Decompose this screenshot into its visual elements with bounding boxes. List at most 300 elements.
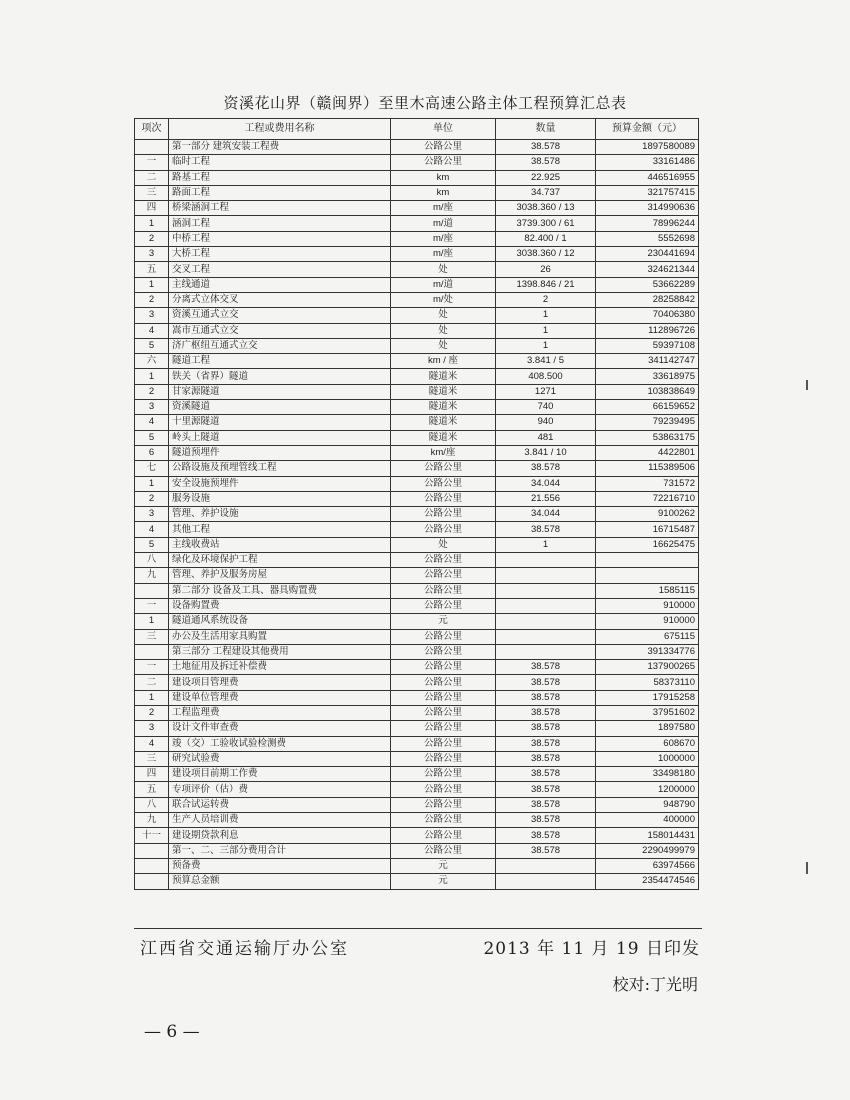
amount-cell: 72216710: [596, 491, 699, 506]
unit-cell: 隧道米: [391, 384, 496, 399]
amount-cell: 17915258: [596, 690, 699, 705]
name-cell: 十里源隧道: [169, 415, 391, 430]
item-no-cell: [135, 843, 169, 858]
table-row: [135, 522, 699, 537]
name-cell: 济广枢纽互通式立交: [169, 338, 391, 353]
table-row: [135, 874, 699, 889]
quantity-cell: [496, 629, 596, 644]
item-no-cell: 5: [135, 537, 169, 552]
table-row: [135, 675, 699, 690]
name-cell: 隧道预埋件: [169, 445, 391, 460]
quantity-cell: 1: [496, 338, 596, 353]
table-row: [135, 323, 699, 338]
unit-cell: 公路公里: [391, 553, 496, 568]
quantity-cell: 1: [496, 308, 596, 323]
quantity-cell: 38.578: [496, 721, 596, 736]
table-row: [135, 705, 699, 720]
issuing-office: 江西省交通运输厅办公室: [140, 939, 349, 959]
item-no-cell: 2: [135, 491, 169, 506]
unit-cell: m/道: [391, 277, 496, 292]
item-no-cell: 七: [135, 461, 169, 476]
unit-cell: 公路公里: [391, 675, 496, 690]
unit-cell: 公路公里: [391, 140, 496, 155]
amount-cell: 910000: [596, 598, 699, 613]
amount-cell: 910000: [596, 614, 699, 629]
unit-cell: 公路公里: [391, 476, 496, 491]
name-cell: 土地征用及拆迁补偿费: [169, 660, 391, 675]
table-row: [135, 308, 699, 323]
table-row: [135, 828, 699, 843]
name-cell: 资溪隧道: [169, 400, 391, 415]
table-row: [135, 369, 699, 384]
table-row: [135, 262, 699, 277]
name-cell: 专项评价（估）费: [169, 782, 391, 797]
unit-cell: 公路公里: [391, 736, 496, 751]
amount-cell: 137900265: [596, 660, 699, 675]
name-cell: 交叉工程: [169, 262, 391, 277]
unit-cell: 元: [391, 874, 496, 889]
quantity-cell: [496, 858, 596, 873]
quantity-cell: 1: [496, 537, 596, 552]
quantity-cell: 740: [496, 400, 596, 415]
table-row: [135, 170, 699, 185]
item-no-cell: 一: [135, 598, 169, 613]
quantity-cell: 38.578: [496, 675, 596, 690]
table-row: [135, 583, 699, 598]
name-cell: 铁关（省界）隧道: [169, 369, 391, 384]
quantity-cell: 408.500: [496, 369, 596, 384]
amount-cell: [596, 553, 699, 568]
unit-cell: 公路公里: [391, 507, 496, 522]
item-no-cell: 五: [135, 262, 169, 277]
name-cell: 竣（交）工验收试验检测费: [169, 736, 391, 751]
unit-cell: 公路公里: [391, 690, 496, 705]
quantity-cell: 1398.846 / 21: [496, 277, 596, 292]
quantity-cell: 38.578: [496, 736, 596, 751]
amount-cell: 948790: [596, 797, 699, 812]
amount-cell: 78996244: [596, 216, 699, 231]
item-no-cell: 4: [135, 736, 169, 751]
amount-cell: 70406380: [596, 308, 699, 323]
quantity-cell: 1271: [496, 384, 596, 399]
unit-cell: 公路公里: [391, 155, 496, 170]
table-row: [135, 660, 699, 675]
amount-cell: 608670: [596, 736, 699, 751]
quantity-cell: 38.578: [496, 782, 596, 797]
name-cell: 岭头上隧道: [169, 430, 391, 445]
name-cell: 临时工程: [169, 155, 391, 170]
item-no-cell: 三: [135, 185, 169, 200]
item-no-cell: 三: [135, 629, 169, 644]
table-row: [135, 751, 699, 766]
table-row: [135, 629, 699, 644]
name-cell: 资溪互通式立交: [169, 308, 391, 323]
name-cell: 桥梁涵洞工程: [169, 201, 391, 216]
quantity-cell: 3038.360 / 12: [496, 247, 596, 262]
table-row: [135, 247, 699, 262]
amount-cell: 1200000: [596, 782, 699, 797]
amount-cell: 2290499979: [596, 843, 699, 858]
name-cell: 其他工程: [169, 522, 391, 537]
quantity-cell: 38.578: [496, 705, 596, 720]
name-cell: 管理、养护及服务房屋: [169, 568, 391, 583]
unit-cell: 公路公里: [391, 751, 496, 766]
name-cell: 设备购置费: [169, 598, 391, 613]
quantity-cell: [496, 614, 596, 629]
unit-cell: 公路公里: [391, 644, 496, 659]
quantity-cell: 22.925: [496, 170, 596, 185]
name-cell: 主线通道: [169, 277, 391, 292]
quantity-cell: [496, 644, 596, 659]
amount-cell: 112896726: [596, 323, 699, 338]
amount-cell: 1000000: [596, 751, 699, 766]
table-row: [135, 185, 699, 200]
name-cell: 安全设施预埋件: [169, 476, 391, 491]
name-cell: 大桥工程: [169, 247, 391, 262]
quantity-cell: 940: [496, 415, 596, 430]
name-cell: 研究试验费: [169, 751, 391, 766]
unit-cell: 隧道米: [391, 430, 496, 445]
item-no-cell: 1: [135, 216, 169, 231]
unit-cell: m/座: [391, 247, 496, 262]
table-row: [135, 400, 699, 415]
unit-cell: 公路公里: [391, 767, 496, 782]
item-no-cell: 九: [135, 568, 169, 583]
amount-cell: 230441694: [596, 247, 699, 262]
unit-cell: m/座: [391, 231, 496, 246]
unit-cell: 隧道米: [391, 415, 496, 430]
item-no-cell: 一: [135, 660, 169, 675]
quantity-cell: 34.044: [496, 476, 596, 491]
unit-cell: 公路公里: [391, 660, 496, 675]
name-cell: 服务设施: [169, 491, 391, 506]
unit-cell: 公路公里: [391, 721, 496, 736]
table-row: [135, 767, 699, 782]
unit-cell: 公路公里: [391, 782, 496, 797]
amount-cell: 731572: [596, 476, 699, 491]
quantity-cell: 38.578: [496, 522, 596, 537]
table-row: [135, 201, 699, 216]
budget-summary-table: [134, 118, 699, 890]
quantity-cell: 38.578: [496, 140, 596, 155]
amount-cell: 33161486: [596, 155, 699, 170]
amount-cell: 37951602: [596, 705, 699, 720]
name-cell: 建设项目前期工作费: [169, 767, 391, 782]
table-row: [135, 476, 699, 491]
quantity-cell: 34.737: [496, 185, 596, 200]
name-cell: 路面工程: [169, 185, 391, 200]
unit-cell: 元: [391, 858, 496, 873]
footer-rule: [134, 928, 702, 929]
amount-cell: 66159652: [596, 400, 699, 415]
table-row: [135, 568, 699, 583]
header-quantity: 数量: [496, 119, 596, 140]
amount-cell: 5552698: [596, 231, 699, 246]
unit-cell: 公路公里: [391, 705, 496, 720]
quantity-cell: 38.578: [496, 813, 596, 828]
table-row: [135, 231, 699, 246]
item-no-cell: 2: [135, 231, 169, 246]
amount-cell: 2354474546: [596, 874, 699, 889]
quantity-cell: 1: [496, 323, 596, 338]
item-no-cell: 四: [135, 201, 169, 216]
name-cell: 第二部分 设备及工具、器具购置费: [169, 583, 391, 598]
amount-cell: 4422801: [596, 445, 699, 460]
item-no-cell: 1: [135, 277, 169, 292]
quantity-cell: 2: [496, 292, 596, 307]
unit-cell: 公路公里: [391, 522, 496, 537]
name-cell: 第一、二、三部分费用合计: [169, 843, 391, 858]
item-no-cell: 2: [135, 705, 169, 720]
name-cell: 设计文件审查费: [169, 721, 391, 736]
item-no-cell: 五: [135, 782, 169, 797]
amount-cell: 103838649: [596, 384, 699, 399]
table-row: [135, 690, 699, 705]
amount-cell: 9100262: [596, 507, 699, 522]
item-no-cell: 3: [135, 400, 169, 415]
unit-cell: 公路公里: [391, 629, 496, 644]
item-no-cell: 二: [135, 170, 169, 185]
item-no-cell: 1: [135, 476, 169, 491]
quantity-cell: 26: [496, 262, 596, 277]
amount-cell: 1897580: [596, 721, 699, 736]
unit-cell: 处: [391, 323, 496, 338]
unit-cell: 隧道米: [391, 369, 496, 384]
name-cell: 主线收费站: [169, 537, 391, 552]
amount-cell: 16625475: [596, 537, 699, 552]
table-row: [135, 461, 699, 476]
quantity-cell: 3.841 / 5: [496, 354, 596, 369]
unit-cell: m/座: [391, 201, 496, 216]
table-row: [135, 782, 699, 797]
amount-cell: 158014431: [596, 828, 699, 843]
quantity-cell: 34.044: [496, 507, 596, 522]
amount-cell: 33618975: [596, 369, 699, 384]
unit-cell: 处: [391, 537, 496, 552]
table-row: [135, 614, 699, 629]
name-cell: 建设期贷款利息: [169, 828, 391, 843]
item-no-cell: [135, 644, 169, 659]
item-no-cell: 2: [135, 384, 169, 399]
amount-cell: [596, 568, 699, 583]
quantity-cell: 21.556: [496, 491, 596, 506]
header-item-no: 项次: [135, 119, 169, 140]
unit-cell: 公路公里: [391, 813, 496, 828]
item-no-cell: 一: [135, 155, 169, 170]
quantity-cell: 38.578: [496, 767, 596, 782]
item-no-cell: 2: [135, 292, 169, 307]
table-title: 资溪花山界（赣闽界）至里木高速公路主体工程预算汇总表: [223, 94, 627, 112]
unit-cell: km/座: [391, 445, 496, 460]
amount-cell: 446516955: [596, 170, 699, 185]
quantity-cell: 38.578: [496, 461, 596, 476]
name-cell: 涵洞工程: [169, 216, 391, 231]
amount-cell: 58373110: [596, 675, 699, 690]
quantity-cell: 3038.360 / 13: [496, 201, 596, 216]
table-row: [135, 384, 699, 399]
name-cell: 绿化及环境保护工程: [169, 553, 391, 568]
quantity-cell: 38.578: [496, 660, 596, 675]
item-no-cell: 3: [135, 507, 169, 522]
item-no-cell: 4: [135, 522, 169, 537]
amount-cell: 53662289: [596, 277, 699, 292]
item-no-cell: 4: [135, 323, 169, 338]
amount-cell: 53863175: [596, 430, 699, 445]
unit-cell: 公路公里: [391, 828, 496, 843]
quantity-cell: 38.578: [496, 828, 596, 843]
item-no-cell: 四: [135, 767, 169, 782]
amount-cell: 321757415: [596, 185, 699, 200]
table-row: [135, 797, 699, 812]
table-row: [135, 354, 699, 369]
name-cell: 中桥工程: [169, 231, 391, 246]
item-no-cell: 1: [135, 690, 169, 705]
name-cell: 联合试运转费: [169, 797, 391, 812]
quantity-cell: [496, 583, 596, 598]
item-no-cell: [135, 858, 169, 873]
issue-date: 2013 年 11 月 19 日印发: [483, 939, 700, 959]
item-no-cell: [135, 874, 169, 889]
amount-cell: 33498180: [596, 767, 699, 782]
name-cell: 预算总金额: [169, 874, 391, 889]
table-row: [135, 537, 699, 552]
quantity-cell: 3739.300 / 61: [496, 216, 596, 231]
header-name: 工程或费用名称: [169, 119, 391, 140]
quantity-cell: 38.578: [496, 797, 596, 812]
unit-cell: 处: [391, 262, 496, 277]
quantity-cell: [496, 553, 596, 568]
amount-cell: 324621344: [596, 262, 699, 277]
name-cell: 办公及生活用家具购置: [169, 629, 391, 644]
name-cell: 公路设施及预埋管线工程: [169, 461, 391, 476]
item-no-cell: 1: [135, 369, 169, 384]
amount-cell: 115389506: [596, 461, 699, 476]
amount-cell: 63974566: [596, 858, 699, 873]
unit-cell: km: [391, 185, 496, 200]
table-row: [135, 155, 699, 170]
name-cell: 甘家源隧道: [169, 384, 391, 399]
quantity-cell: [496, 598, 596, 613]
header-amount: 预算金额（元）: [596, 119, 699, 140]
table-row: [135, 292, 699, 307]
page-number: — 6 —: [144, 1022, 200, 1042]
scan-mark: [806, 862, 808, 874]
unit-cell: 公路公里: [391, 461, 496, 476]
table-row: [135, 644, 699, 659]
item-no-cell: 3: [135, 247, 169, 262]
unit-cell: 元: [391, 614, 496, 629]
item-no-cell: 八: [135, 553, 169, 568]
item-no-cell: 六: [135, 354, 169, 369]
quantity-cell: 481: [496, 430, 596, 445]
name-cell: 预备费: [169, 858, 391, 873]
name-cell: 路基工程: [169, 170, 391, 185]
unit-cell: m/处: [391, 292, 496, 307]
amount-cell: 79239495: [596, 415, 699, 430]
unit-cell: 隧道米: [391, 400, 496, 415]
unit-cell: 公路公里: [391, 843, 496, 858]
quantity-cell: [496, 568, 596, 583]
amount-cell: 341142747: [596, 354, 699, 369]
table-row: [135, 553, 699, 568]
amount-cell: 28258842: [596, 292, 699, 307]
name-cell: 管理、养护设施: [169, 507, 391, 522]
table-row: [135, 216, 699, 231]
unit-cell: 公路公里: [391, 598, 496, 613]
item-no-cell: 九: [135, 813, 169, 828]
name-cell: 建设单位管理费: [169, 690, 391, 705]
table-row: [135, 721, 699, 736]
name-cell: 第一部分 建筑安装工程费: [169, 140, 391, 155]
amount-cell: 1585115: [596, 583, 699, 598]
scan-mark: [806, 380, 808, 390]
item-no-cell: 八: [135, 797, 169, 812]
table-row: [135, 491, 699, 506]
table-row: [135, 858, 699, 873]
table-row: [135, 415, 699, 430]
quantity-cell: 38.578: [496, 751, 596, 766]
header-unit: 单位: [391, 119, 496, 140]
amount-cell: 400000: [596, 813, 699, 828]
table-row: [135, 277, 699, 292]
item-no-cell: 5: [135, 338, 169, 353]
table-row: [135, 736, 699, 751]
unit-cell: 公路公里: [391, 568, 496, 583]
unit-cell: 公路公里: [391, 583, 496, 598]
item-no-cell: 4: [135, 415, 169, 430]
item-no-cell: [135, 140, 169, 155]
quantity-cell: 38.578: [496, 843, 596, 858]
quantity-cell: [496, 874, 596, 889]
item-no-cell: 3: [135, 308, 169, 323]
table-row: [135, 445, 699, 460]
quantity-cell: 82.400 / 1: [496, 231, 596, 246]
quantity-cell: 38.578: [496, 690, 596, 705]
table-row: [135, 338, 699, 353]
item-no-cell: 3: [135, 721, 169, 736]
name-cell: 隧道通风系统设备: [169, 614, 391, 629]
unit-cell: 处: [391, 338, 496, 353]
amount-cell: 675115: [596, 629, 699, 644]
table-row: [135, 813, 699, 828]
quantity-cell: 3.841 / 10: [496, 445, 596, 460]
amount-cell: 391334776: [596, 644, 699, 659]
item-no-cell: 1: [135, 614, 169, 629]
unit-cell: 公路公里: [391, 491, 496, 506]
unit-cell: 处: [391, 308, 496, 323]
name-cell: 嵩市互通式立交: [169, 323, 391, 338]
item-no-cell: 6: [135, 445, 169, 460]
table-row: [135, 140, 699, 155]
amount-cell: 16715487: [596, 522, 699, 537]
table-row: [135, 430, 699, 445]
unit-cell: km / 座: [391, 354, 496, 369]
name-cell: 生产人员培训费: [169, 813, 391, 828]
item-no-cell: [135, 583, 169, 598]
item-no-cell: 三: [135, 751, 169, 766]
table-body: [135, 140, 699, 890]
name-cell: 工程监理费: [169, 705, 391, 720]
amount-cell: 314990636: [596, 201, 699, 216]
table-header-row: [135, 119, 699, 140]
proofreader: 校对:丁光明: [612, 975, 698, 994]
table-row: [135, 843, 699, 858]
unit-cell: km: [391, 170, 496, 185]
name-cell: 第三部分 工程建设其他费用: [169, 644, 391, 659]
table-row: [135, 507, 699, 522]
amount-cell: 1897580089: [596, 140, 699, 155]
item-no-cell: 5: [135, 430, 169, 445]
